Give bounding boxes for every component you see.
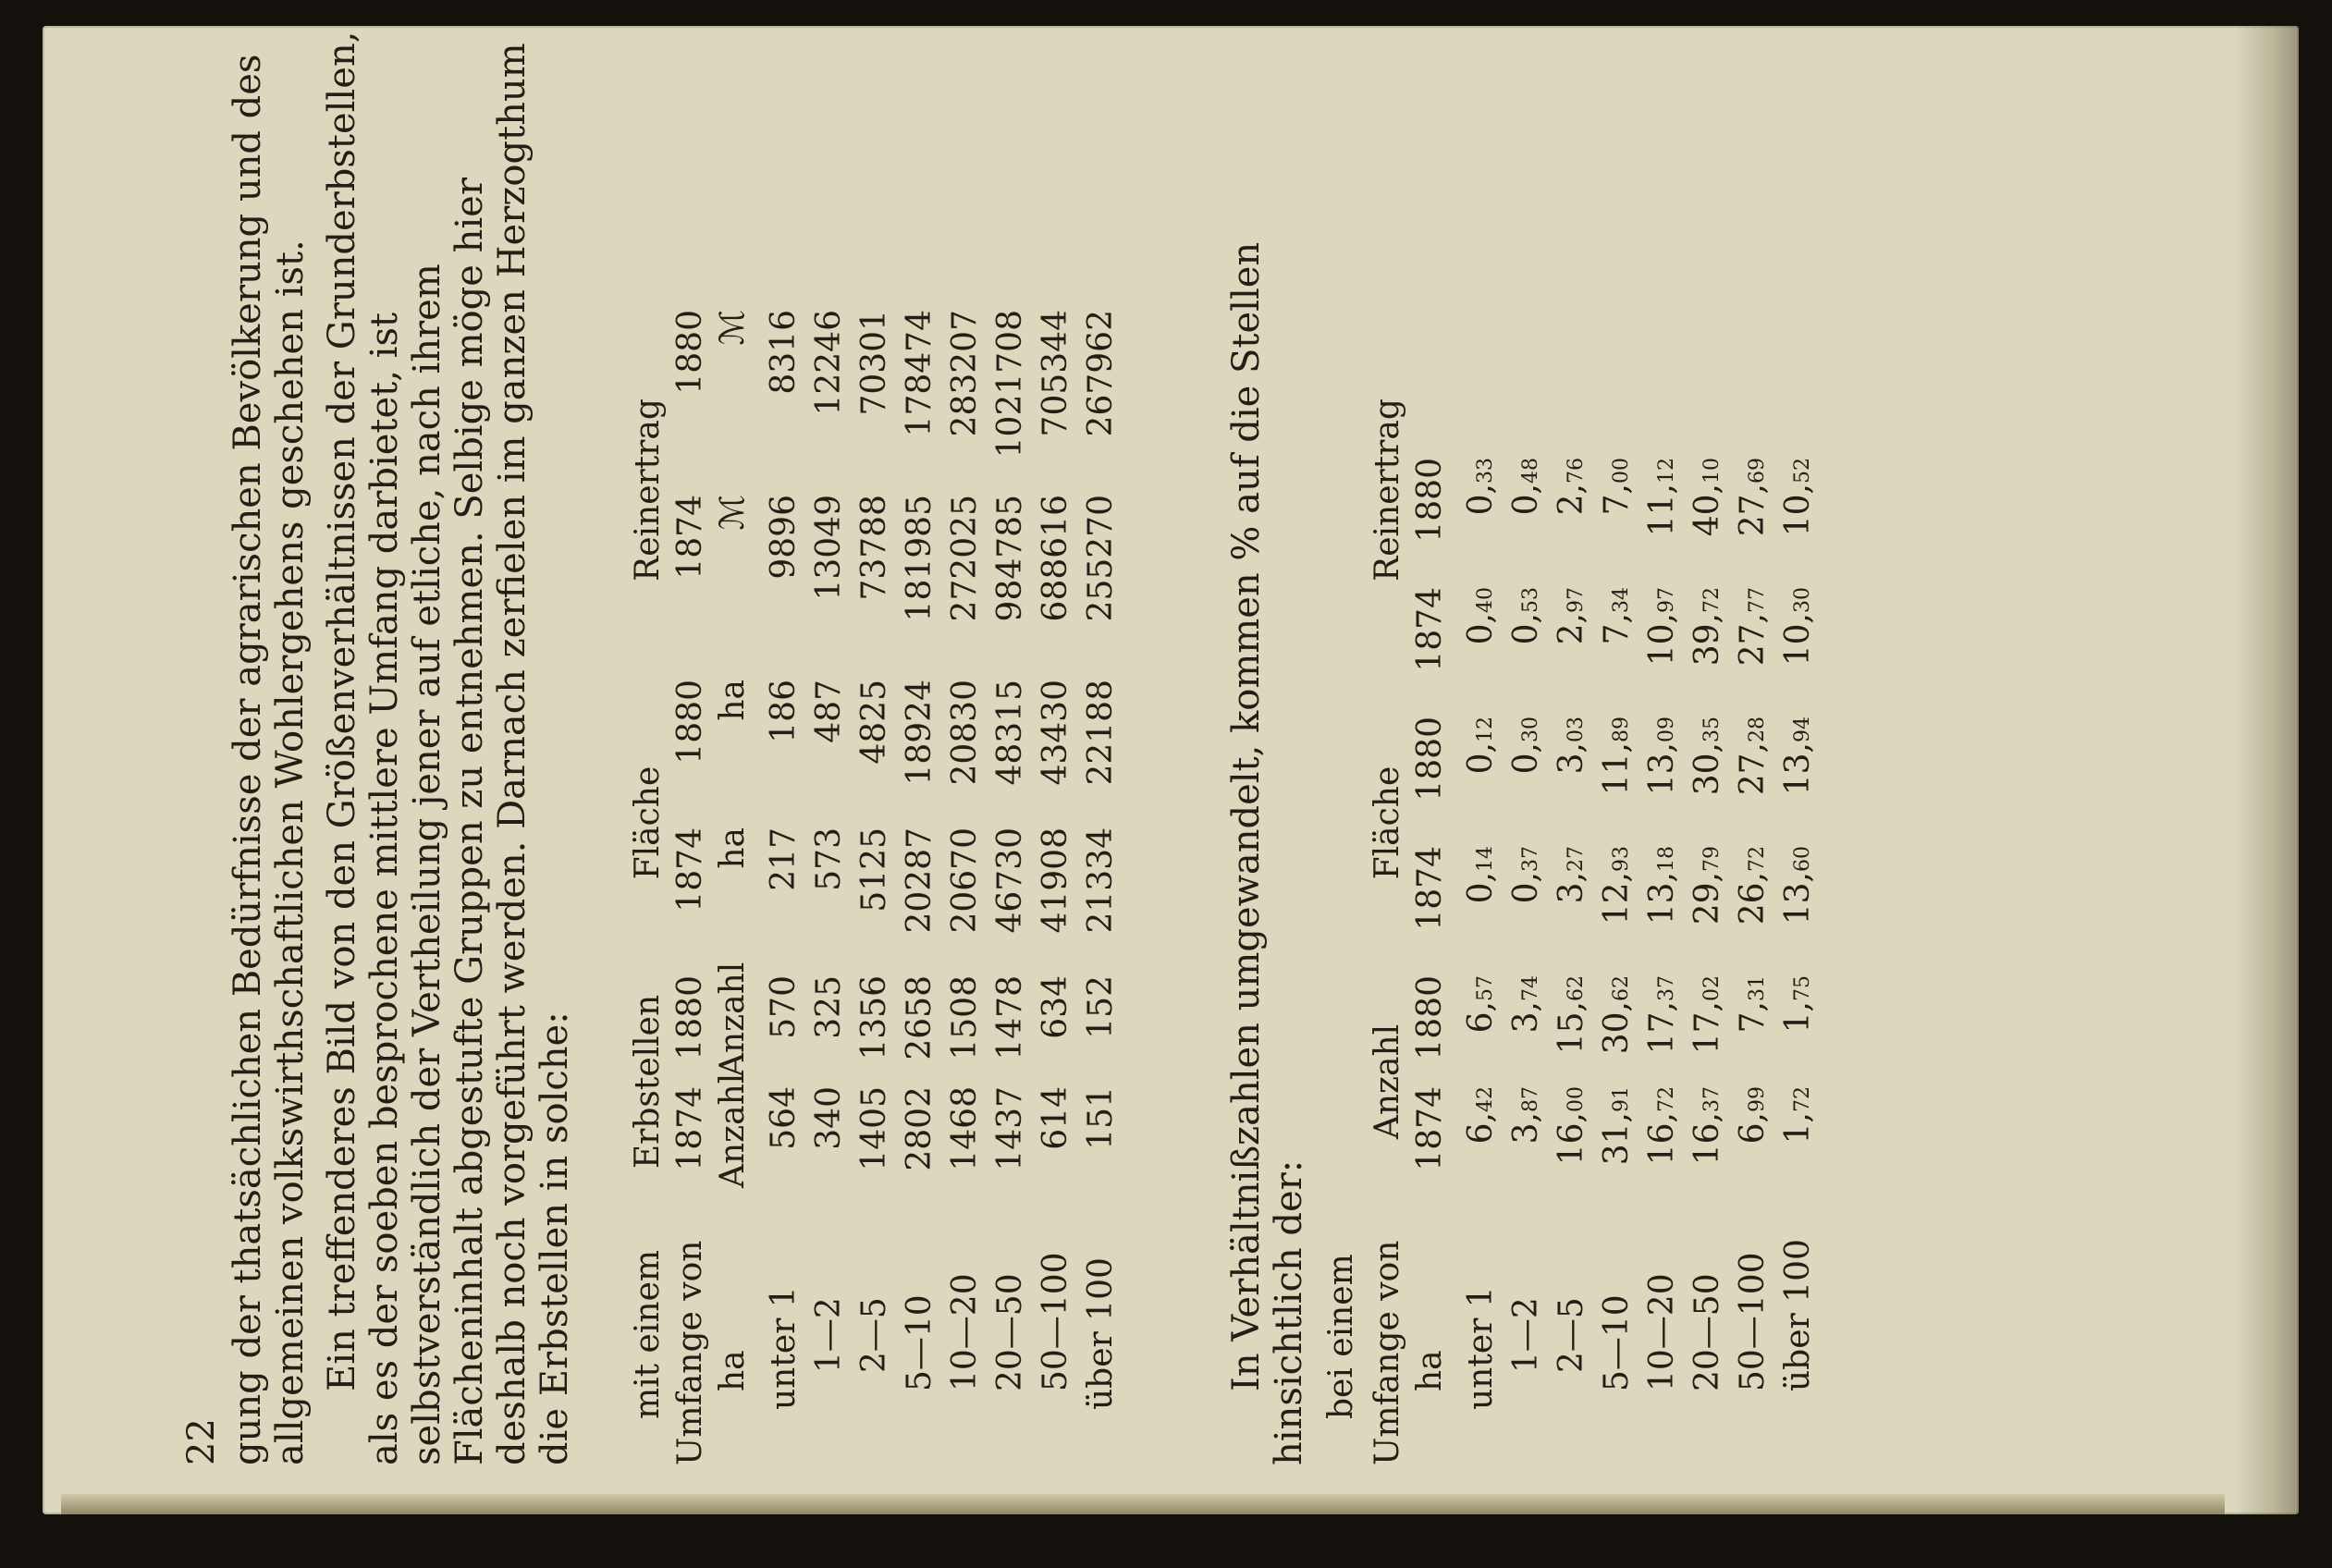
percent-cell: 31,91	[1598, 1086, 1636, 1166]
row-label: 20—50	[1688, 1273, 1726, 1391]
table-cell: 984785	[991, 495, 1029, 622]
percent-cell: 30,35	[1688, 717, 1726, 796]
table-cell: 1405	[855, 1086, 893, 1171]
header-umfange-von: Umfange von	[671, 1240, 709, 1465]
table-cell: 178474	[901, 310, 939, 437]
row-label: 1—2	[810, 1297, 848, 1373]
percent-cell: 0,53	[1507, 587, 1545, 645]
table-cell: 43430	[1037, 680, 1074, 786]
percent-cell: 6,99	[1734, 1086, 1772, 1145]
table-cell: 614	[1037, 1086, 1074, 1150]
header-year: 1880	[1411, 717, 1449, 802]
book-spine-shadow	[2234, 26, 2299, 1514]
header-unit: Anzahl	[714, 962, 752, 1077]
header-anzahl: Anzahl	[1369, 1023, 1406, 1140]
table-cell: 340	[810, 1086, 848, 1150]
table-cell: 272025	[946, 495, 984, 622]
table-cell: 1478	[991, 975, 1029, 1060]
header-unit: ℳ	[714, 310, 752, 346]
percent-cell: 10,30	[1779, 587, 1817, 667]
header-unit: Anzahl	[714, 1072, 752, 1188]
percent-cell: 3,87	[1507, 1086, 1545, 1145]
percent-cell: 2,76	[1553, 458, 1590, 516]
percent-cell: 3,27	[1553, 846, 1590, 904]
row-label: 50—100	[1734, 1252, 1772, 1391]
table-cell: 255270	[1082, 495, 1120, 622]
header-year: 1874	[671, 827, 709, 913]
row-label: unter 1	[1462, 1286, 1500, 1410]
row-label: 5—10	[1598, 1294, 1636, 1391]
percent-cell: 0,48	[1507, 458, 1545, 516]
table-cell: 186	[765, 680, 803, 743]
table-cell: 267962	[1082, 310, 1120, 437]
percent-cell: 6,57	[1462, 975, 1500, 1034]
header-year: 1874	[1411, 587, 1449, 672]
header-year: 1874	[1411, 846, 1449, 931]
percent-cell: 2,97	[1553, 587, 1590, 645]
header-flaeche: Fläche	[1369, 766, 1406, 880]
percent-cell: 16,37	[1688, 1086, 1726, 1166]
table-cell: 151	[1082, 1086, 1120, 1150]
row-label: 10—20	[946, 1273, 984, 1391]
table-cell: 1508	[946, 975, 984, 1060]
row-label: 2—5	[1553, 1297, 1590, 1373]
table-cell: 1468	[946, 1086, 984, 1171]
percent-cell: 30,62	[1598, 975, 1636, 1055]
table-cell: 12246	[810, 310, 848, 416]
page-number: 22	[180, 1418, 223, 1465]
percent-cell: 13,09	[1643, 717, 1681, 796]
row-label: 10—20	[1643, 1273, 1681, 1391]
percent-cell: 3,74	[1507, 975, 1545, 1034]
percent-cell: 0,37	[1507, 846, 1545, 904]
header-year: 1880	[671, 975, 709, 1060]
table-cell: 1356	[855, 975, 893, 1060]
percent-cell: 1,72	[1779, 1086, 1817, 1145]
percent-cell: 0,30	[1507, 717, 1545, 775]
header-unit: ha	[714, 680, 752, 721]
header-reinertrag: Reinertrag	[629, 398, 667, 582]
row-label: 2—5	[855, 1297, 893, 1373]
header-unit: ha	[714, 827, 752, 869]
table-cell: 4825	[855, 680, 893, 765]
table-cell: 2658	[901, 975, 939, 1060]
row-label: über 100	[1082, 1257, 1120, 1410]
table-cell: 20830	[946, 680, 984, 786]
header-year: 1874	[671, 495, 709, 580]
percent-cell: 7,00	[1598, 458, 1636, 516]
percent-cell: 16,72	[1643, 1086, 1681, 1166]
table-cell: 283207	[946, 310, 984, 437]
header-reinertrag: Reinertrag	[1369, 398, 1406, 582]
percent-cell: 11,89	[1598, 717, 1636, 796]
table-cell: 20670	[946, 827, 984, 934]
table-cell: 70301	[855, 310, 893, 416]
table-cell: 8316	[765, 310, 803, 395]
table-cell: 152	[1082, 975, 1120, 1039]
header-erbstellen: Erbstellen	[629, 994, 667, 1170]
percent-cell: 13,60	[1779, 846, 1817, 925]
percent-cell: 0,14	[1462, 846, 1500, 904]
table-cell: 5125	[855, 827, 893, 913]
percent-cell: 26,72	[1734, 846, 1772, 925]
row-label: über 100	[1779, 1239, 1817, 1391]
header-year: 1880	[1411, 458, 1449, 543]
percent-cell: 0,40	[1462, 587, 1500, 645]
header-year: 1880	[1411, 975, 1449, 1060]
page-edge	[61, 1494, 2225, 1514]
rotated-page-content	[79, 23, 2178, 1465]
table-cell: 1021708	[991, 310, 1029, 459]
percent-cell: 27,77	[1734, 587, 1772, 667]
header-unit-ha: ha	[714, 1350, 752, 1391]
percent-cell: 27,69	[1734, 458, 1772, 537]
percent-cell: 13,18	[1643, 846, 1681, 925]
table-cell: 564	[765, 1086, 803, 1150]
table-cell: 9896	[765, 495, 803, 580]
percent-cell: 13,94	[1779, 717, 1817, 796]
table-cell: 217	[765, 827, 803, 891]
percent-cell: 7,31	[1734, 975, 1772, 1034]
percent-cell: 12,93	[1598, 846, 1636, 925]
header-flaeche: Fläche	[629, 766, 667, 880]
table-cell: 2802	[901, 1086, 939, 1171]
paragraph-2: Ein treffenderes Bild von den Größenverhältnissen der Grunderbstellen, als es der soeben besprochene mittlere Umfang darbietet, ist selbstverständlich der Vertheilung jener auf etliche, nach ihrem Flächeninhalt abgestufte Gruppen zu entnehmen. Selbige möge hier deshalb noch vorgeführt werden. Darnach zerfielen im ganzen Herzogthum die Erbstellen in solche:	[321, 31, 576, 1465]
header-bei-einem: bei einem	[1322, 1254, 1360, 1419]
row-label: 20—50	[991, 1273, 1029, 1391]
row-label: unter 1	[765, 1286, 803, 1410]
percent-cell: 11,12	[1643, 458, 1681, 537]
table-cell: 46730	[991, 827, 1029, 934]
percent-cell: 7,34	[1598, 587, 1636, 645]
percent-cell: 27,28	[1734, 717, 1772, 796]
table-cell: 634	[1037, 975, 1074, 1039]
paragraph-1: gung der thatsächlichen Bedürfnisse der agrarischen Bevölkerung und des allgemeinen volkswirthschaftlichen Wohlergehens geschehen ist.	[227, 54, 312, 1465]
table-cell: 48315	[991, 680, 1029, 786]
header-year: 1874	[1411, 1086, 1449, 1171]
header-mit-einem: mit einem	[629, 1249, 667, 1419]
table-cell: 570	[765, 975, 803, 1039]
table-cell: 41908	[1037, 827, 1074, 934]
percent-cell: 0,33	[1462, 458, 1500, 516]
header-unit-ha: ha	[1411, 1350, 1449, 1391]
table-cell: 705344	[1037, 310, 1074, 437]
percent-cell: 10,52	[1779, 458, 1817, 537]
row-label: 50—100	[1037, 1252, 1074, 1391]
percent-cell: 17,02	[1688, 975, 1726, 1055]
header-year: 1880	[671, 680, 709, 765]
table-cell: 18924	[901, 680, 939, 786]
header-year: 1874	[671, 1086, 709, 1171]
percent-cell: 29,79	[1688, 846, 1726, 925]
header-unit: ℳ	[714, 495, 752, 531]
percent-cell: 17,37	[1643, 975, 1681, 1055]
percent-cell: 39,72	[1688, 587, 1726, 667]
percent-cell: 3,03	[1553, 717, 1590, 775]
percent-cell: 10,97	[1643, 587, 1681, 667]
table-cell: 13049	[810, 495, 848, 601]
table-cell: 325	[810, 975, 848, 1039]
row-label: 1—2	[1507, 1297, 1545, 1373]
percent-cell: 15,62	[1553, 975, 1590, 1055]
table-cell: 181985	[901, 495, 939, 622]
percent-cell: 40,10	[1688, 458, 1726, 537]
table-cell: 688616	[1037, 495, 1074, 622]
percent-cell: 0,12	[1462, 717, 1500, 775]
percent-cell: 6,42	[1462, 1086, 1500, 1145]
percent-cell: 1,75	[1779, 975, 1817, 1034]
table-cell: 22188	[1082, 680, 1120, 786]
header-umfange-von: Umfange von	[1369, 1240, 1406, 1465]
percent-cell: 16,00	[1553, 1086, 1590, 1166]
table-cell: 1437	[991, 1086, 1029, 1171]
header-year: 1880	[671, 310, 709, 395]
table-cell: 573	[810, 827, 848, 891]
table-cell: 73788	[855, 495, 893, 601]
paragraph-3: In Verhältnißzahlen umgewandelt, kommen % auf die Stellen hinsichtlich der:	[1225, 241, 1310, 1465]
table-cell: 487	[810, 680, 848, 743]
table-cell: 20287	[901, 827, 939, 934]
table-cell: 21334	[1082, 827, 1120, 934]
row-label: 5—10	[901, 1294, 939, 1391]
